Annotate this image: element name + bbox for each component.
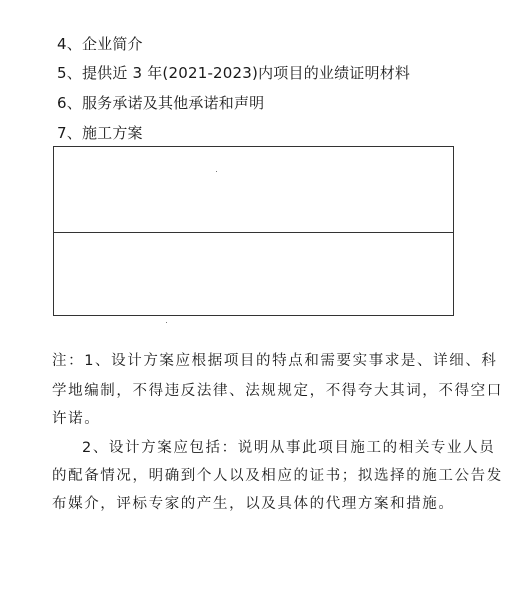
box-divider	[54, 232, 453, 233]
note-line-3: 许诺。	[52, 411, 101, 427]
scan-speck	[166, 322, 167, 323]
construction-plan-box	[53, 146, 454, 316]
note-line-5: 的配备情况，明确到个人以及相应的证书；拟选择的施工公告发	[52, 468, 503, 484]
scan-speck	[216, 171, 217, 172]
list-item-company-profile: 4、企业简介	[57, 35, 143, 53]
note-line-2: 学地编制，不得违反法律、法规规定，不得夸大其词，不得空口	[52, 383, 503, 399]
list-item-performance-proof: 5、提供近 3 年(2021-2023)内项目的业绩证明材料	[57, 64, 411, 82]
list-item-service-commitment: 6、服务承诺及其他承诺和声明	[57, 94, 265, 112]
note-line-4: 2、设计方案应包括：说明从事此项目施工的相关专业人员	[82, 440, 496, 456]
note-line-6: 布媒介，评标专家的产生，以及具体的代理方案和措施。	[52, 496, 455, 512]
list-item-construction-plan: 7、施工方案	[57, 124, 143, 142]
note-line-1: 注：1、设计方案应根据项目的特点和需要实事求是、详细、科	[52, 353, 498, 369]
